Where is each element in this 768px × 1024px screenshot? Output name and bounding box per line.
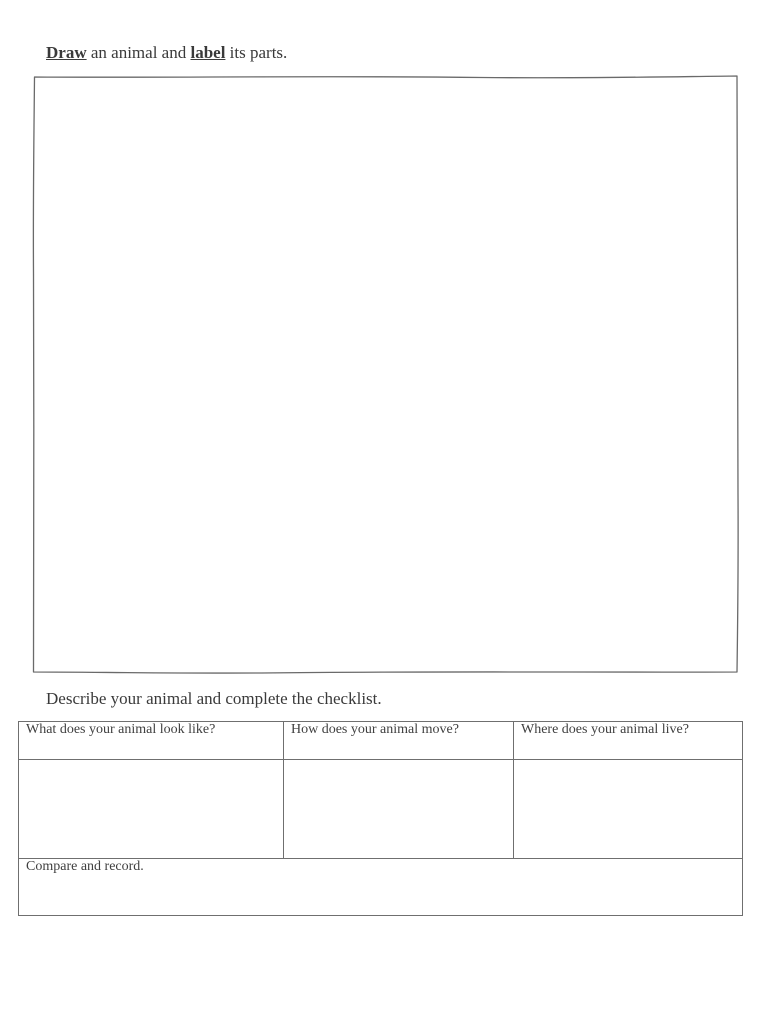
header-look-like: What does your animal look like?	[19, 722, 284, 760]
label-keyword: label	[190, 43, 226, 62]
header-move: How does your animal move?	[284, 722, 514, 760]
answer-look-like-cell[interactable]	[19, 760, 284, 859]
checklist-answer-row	[19, 760, 743, 859]
compare-and-record-cell[interactable]: Compare and record.	[19, 859, 743, 916]
checklist-header-row	[19, 722, 743, 760]
draw-keyword: Draw	[46, 43, 87, 62]
answer-live-cell[interactable]	[514, 760, 743, 859]
compare-row	[19, 859, 743, 916]
header-live: Where does your animal live?	[514, 722, 743, 760]
checklist-table	[18, 721, 743, 916]
draw-instruction-middle: an animal and	[86, 43, 191, 62]
drawing-area-border	[32, 74, 740, 676]
drawing-area-outline	[33, 76, 738, 673]
drawing-area[interactable]	[32, 74, 740, 676]
describe-instruction: Describe your animal and complete the checklist.	[46, 689, 382, 708]
draw-instruction-end: its parts.	[225, 43, 288, 62]
draw-instruction	[46, 43, 287, 63]
answer-move-cell[interactable]	[284, 760, 514, 859]
